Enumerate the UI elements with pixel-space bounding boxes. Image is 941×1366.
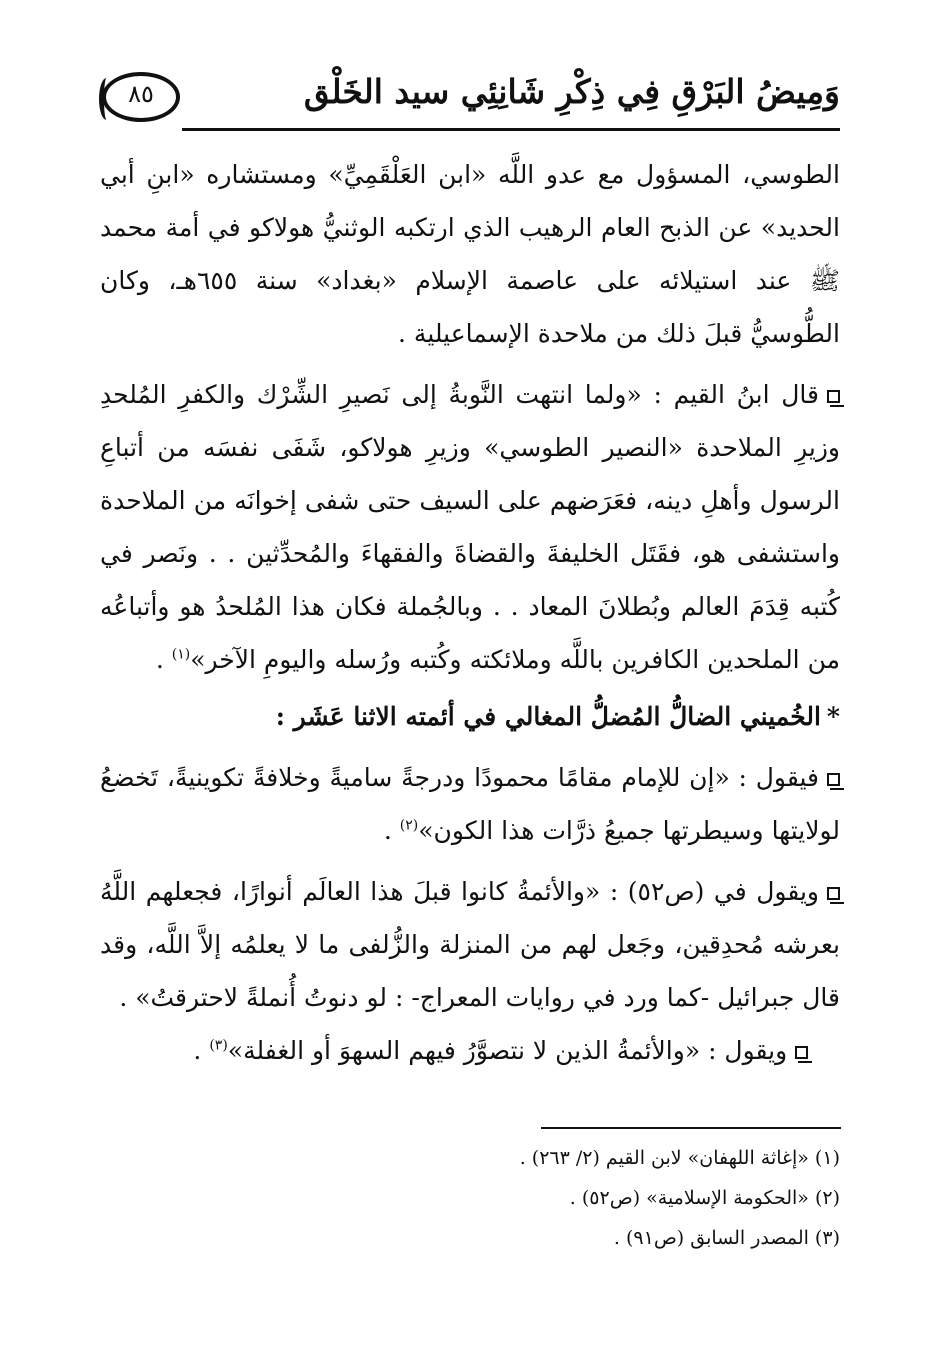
footnote-ref-2: (٢) bbox=[399, 817, 419, 834]
paragraph-marker-icon bbox=[827, 390, 840, 403]
paragraph-5: ويقول : «والأئمةُ الذين لا نتصوَّرُ فيهم السهوَ أو الغفلة»$^{(٣)}$ . bbox=[100, 1024, 840, 1077]
paragraph-2: قال ابنُ القيم : «ولما انتهت النَّوبةُ إلى نَصيرِ الشِّرْك والكفرِ المُلحدِ وزيرِ الملاحدة «النصير الطوسي» وزيرِ هولاكو، شَفَى نفسَه من أتباعِ الرسول وأهلِ دينه، فعَرَضهم على السيف حتى شفى إخوانَه من الملاحدة واستشفى هو، فقَتَل الخليفةَ والقضاةَ والفقهاءَ والمُحدِّثين . . ونَصر في كُتبه قِدَمَ العالم وبُطلانَ المعاد . . وبالجُملة فكان هذا المُلحدُ هو وأتباعُه من الملحدين الكافرين باللَّه وملائكته وكُتبه ورُسله واليومِ الآخر»$^{(١)}$ . bbox=[100, 380, 840, 674]
running-title: وَمِيضُ البَرْقِ فِي ذِكْرِ شَانِئِي سيد الخَلْق bbox=[303, 72, 840, 111]
header-rule bbox=[182, 128, 840, 131]
footnote-ref-1: (١) bbox=[171, 646, 191, 663]
paragraph-text: الطوسي، المسؤول مع عدو اللَّه «ابن العَلْقَمِيِّ» ومستشاره «ابنِ أبي الحديد» عن الذبح العام الرهيب الذي ارتكبه الوثنيُّ هولاكو في أمة محمد ﷺ عند استيلائه على عاصمة الإسلام «بغداد» سنة ٦٥٥هـ، وكان الطُّوسيُّ قبلَ ذلك من ملاحدة الإسماعيلية . bbox=[100, 160, 840, 348]
paragraph-text: ويقول : «والأئمةُ الذين لا نتصوَّرُ فيهم السهوَ أو الغفلة» bbox=[227, 1036, 788, 1065]
main-text bbox=[100, 148, 840, 1077]
footnotes bbox=[100, 1138, 840, 1258]
paragraph-3: فيقول : «إن للإمام مقامًا محمودًا ودرجةً ساميةً وخلافةً تكوينيةً، تَخضعُ لولايتها وسيطرتها جميعُ ذرَّات هذا الكون»$^{(٢)}$ . bbox=[100, 763, 840, 845]
paragraph-text: فيقول : «إن للإمام مقامًا محمودًا ودرجةً ساميةً وخلافةً تكوينيةً، تَخضعُ لولايتها وسيطرتها جميعُ ذرَّات هذا الكون» bbox=[100, 763, 840, 845]
paragraph-marker-icon bbox=[795, 1046, 808, 1059]
footnote-3: (٣) المصدر السابق (ص٩١) . bbox=[613, 1227, 840, 1249]
heading-marker: * bbox=[826, 702, 840, 731]
footnote-ref-3: (٣) bbox=[209, 1037, 228, 1054]
page-number-oval bbox=[102, 72, 180, 122]
paragraph-4 bbox=[100, 865, 840, 1024]
section-heading bbox=[100, 690, 840, 743]
paragraph-1 bbox=[100, 148, 840, 360]
paragraph-marker-icon bbox=[827, 773, 840, 786]
heading-text: الخُميني الضالُّ المُضلُّ المغالي في أئمته الاثنا عَشَر : bbox=[275, 702, 821, 731]
paragraph-text: قال ابنُ القيم : «ولما انتهت النَّوبةُ إلى نَصيرِ الشِّرْك والكفرِ المُلحدِ وزيرِ الملاحدة «النصير الطوسي» وزيرِ هولاكو، شَفَى نفسَه من أتباعِ الرسول وأهلِ دينه، فعَرَضهم على السيف حتى شفى إخوانَه من الملاحدة واستشفى هو، فقَتَل الخليفةَ والقضاةَ والفقهاءَ والمُحدِّثين . . ونَصر في كُتبه قِدَمَ العالم وبُطلانَ المعاد . . وبالجُملة فكان هذا المُلحدُ هو وأتباعُه من الملحدين الكافرين باللَّه وملائكته وكُتبه ورُسله واليومِ الآخر» bbox=[100, 380, 840, 674]
footnote-1: (١) «إغاثة اللهفان» لابن القيم (٢/ ٢٦٣) . bbox=[519, 1147, 840, 1169]
paragraph-marker-icon bbox=[827, 887, 840, 900]
page-number: ٨٥ bbox=[128, 80, 154, 108]
footnote-2: (٢) «الحكومة الإسلامية» (ص٥٢) . bbox=[569, 1187, 840, 1209]
page-header bbox=[100, 58, 840, 140]
paragraph-text: ويقول في (ص٥٢) : «والأئمةُ كانوا قبلَ هذا العالَم أنوارًا، فجعلهم اللَّهُ بعرشه مُحدِقين، وجَعل لهم من المنزلة والزُّلفى ما لا يعلمُه إلاَّ اللَّه، وقد قال جبرائيل -كما ورد في روايات المعراج- : لو دنوتُ أُنملةً لاحترقتُ» . bbox=[100, 877, 840, 1012]
footnote-divider bbox=[541, 1127, 841, 1129]
